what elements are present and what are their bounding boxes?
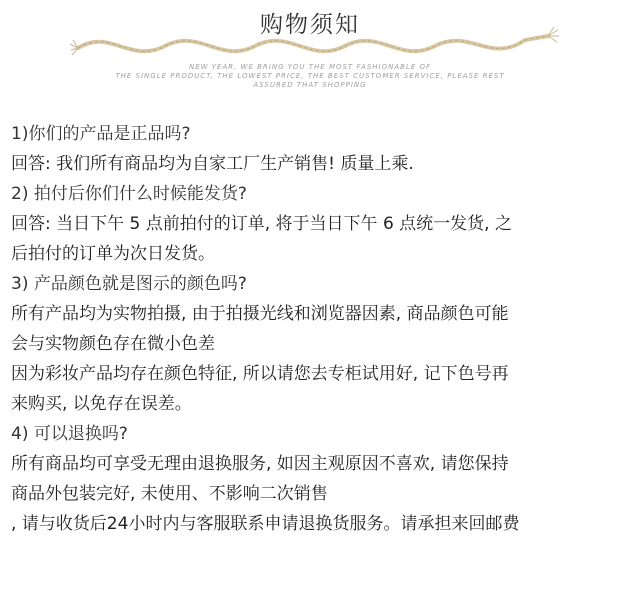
faq-answer-2-line-1: 回答: 当日下午 5 点前拍付的订单, 将于当日下午 6 点统一发货, 之: [11, 214, 512, 234]
page-title: 购物须知: [260, 12, 360, 38]
faq-question-3: 3) 产品颜色就是图示的颜色吗?: [11, 274, 247, 294]
tagline-line-1: NEW YEAR, WE BRING YOU THE MOST FASHIONABLE OF: [188, 63, 432, 71]
faq-content: [11, 119, 616, 539]
faq-question-1: 1)你们的产品是正品吗?: [11, 124, 191, 144]
faq-answer-3-line-3: 因为彩妆产品均存在颜色特征, 所以请您去专柜试用好, 记下色号再: [11, 364, 509, 384]
faq-answer-2-line-2: 后拍付的订单为次日发货。: [11, 244, 215, 264]
faq-answer-1: 回答: 我们所有商品均为自家工厂生产销售! 质量上乘.: [11, 154, 414, 174]
tagline-line-3: ASSURED THAT SHOPPING: [253, 81, 367, 89]
faq-answer-3-line-2: 会与实物颜色存在微小色差: [11, 334, 215, 354]
rope-divider-icon: [70, 26, 560, 66]
faq-answer-4-line-2: 商品外包装完好, 未使用、不影响二次销售: [11, 484, 328, 504]
faq-question-2: 2) 拍付后你们什么时候能发货?: [11, 184, 247, 204]
faq-question-4: 4) 可以退换吗?: [11, 424, 128, 444]
faq-answer-3-line-1: 所有产品均为实物拍摄, 由于拍摄光线和浏览器因素, 商品颜色可能: [11, 304, 509, 324]
faq-answer-4-line-1: 所有商品均可享受无理由退换服务, 如因主观原因不喜欢, 请您保持: [11, 454, 509, 474]
faq-answer-4-line-3: , 请与收货后24小时内与客服联系申请退换货服务。请承担来回邮费: [11, 514, 520, 534]
tagline-line-2: THE SINGLE PRODUCT, THE LOWEST PRICE, THE BEST CUSTOMER SERVICE, PLEASE REST: [115, 72, 505, 80]
faq-answer-3-line-4: 来购买, 以免存在误差。: [11, 394, 192, 414]
header: [0, 0, 620, 100]
